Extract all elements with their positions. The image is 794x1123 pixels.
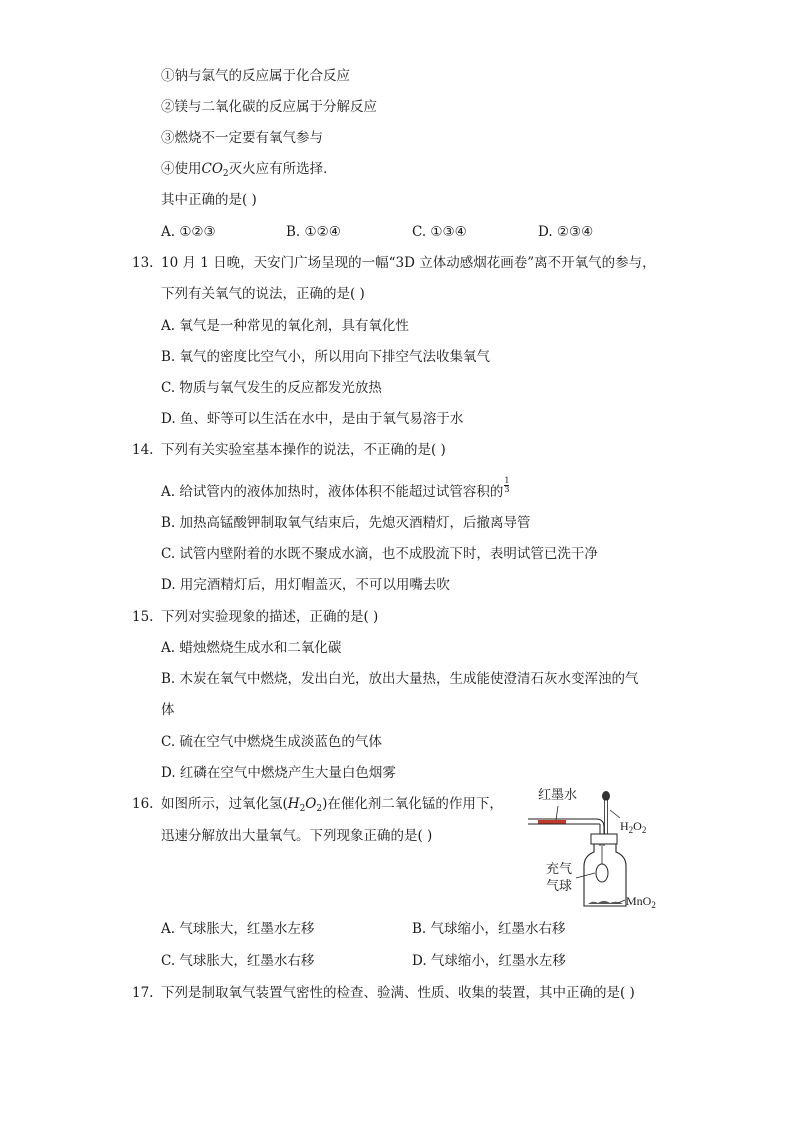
red-ink-slug bbox=[538, 820, 566, 824]
fraction-numerator: 1 bbox=[504, 476, 510, 485]
q12-item-4-post: 灭火应有所选择． bbox=[228, 161, 337, 177]
red-ink-label: 红墨水 bbox=[538, 788, 578, 803]
q16-option-d[interactable]: D. 气球缩小，红墨水左移 bbox=[412, 953, 566, 969]
h2o2-o: O bbox=[305, 796, 317, 812]
q13-option-c[interactable]: C. 物质与氧气发生的反应都发光放热 bbox=[161, 380, 382, 396]
h2o2-label-sub-1: 2 bbox=[628, 825, 634, 835]
mno2-label bbox=[626, 894, 656, 912]
h2o2-label-sub-2: 2 bbox=[641, 825, 647, 835]
q12-co2-formula: CO bbox=[201, 161, 223, 177]
q12-item-1: ①钠与氯气的反应属于化合反应 bbox=[161, 68, 350, 84]
stopper bbox=[591, 834, 617, 844]
h2o2-pointer bbox=[610, 810, 620, 818]
fraction-denominator: 3 bbox=[504, 485, 510, 494]
q16-stem-pre: 如图所示，过氧化氢( bbox=[161, 796, 288, 812]
mno2-label-sub: 2 bbox=[651, 900, 656, 910]
mno2-powder bbox=[588, 901, 623, 904]
h2o2-sub-1: 2 bbox=[299, 804, 306, 814]
mno2-pointer bbox=[618, 900, 625, 903]
q14-option-a[interactable] bbox=[161, 477, 509, 501]
q14-option-c[interactable]: C. 试管内壁附着的水既不聚成水滴，也不成股流下时，表明试管已洗干净 bbox=[161, 546, 598, 562]
balloon-label-2: 气球 bbox=[546, 879, 573, 894]
q13-option-b[interactable]: B. 氧气的密度比空气小，所以用向下排空气法收集氧气 bbox=[161, 349, 491, 365]
dropper-bulb bbox=[602, 791, 610, 801]
red-ink-pointer bbox=[556, 806, 558, 820]
q15-option-b-line-2[interactable]: 体 bbox=[161, 702, 175, 718]
q13-stem-line-1: 10 月 1 日晚，天安门广场呈现的一幅“3D 立体动感烟花画卷”离不开氧气的参与， bbox=[161, 255, 656, 271]
q12-item-4 bbox=[161, 160, 337, 183]
apparatus-figure bbox=[528, 786, 668, 910]
q12-option-d[interactable]: D. ②③④ bbox=[538, 224, 594, 240]
balloon bbox=[596, 864, 608, 882]
h2o2-label-o: O bbox=[633, 819, 642, 833]
q15-option-b-line-1[interactable]: B. 木炭在氧气中燃烧，发出白光，放出大量热，生成能使澄清石灰水变浑浊的气 bbox=[161, 671, 639, 687]
h2o2-h: H bbox=[287, 796, 300, 812]
q16-option-a[interactable]: A. 气球胀大，红墨水左移 bbox=[161, 921, 315, 937]
q14-option-b[interactable]: B. 加热高锰酸钾制取氧气结束后，先熄灭酒精灯，后撤离导管 bbox=[161, 515, 531, 531]
q15-option-a[interactable]: A. 蜡烛燃烧生成水和二氧化碳 bbox=[161, 640, 342, 656]
q15-option-c[interactable]: C. 硫在空气中燃烧生成淡蓝色的气体 bbox=[161, 734, 382, 750]
q13-option-d[interactable]: D. 鱼、虾等可以生活在水中，是由于氧气易溶于水 bbox=[161, 411, 464, 427]
q13-stem-line-2: 下列有关氧气的说法，正确的是( ) bbox=[161, 286, 365, 302]
q12-option-a[interactable]: A. ①②③ bbox=[161, 224, 216, 240]
q17-stem: 下列是制取氧气装置气密性的检查、验满、性质、收集的装置，其中正确的是( ) bbox=[161, 985, 635, 1001]
q12-item-3: ③燃烧不一定要有氧气参与 bbox=[161, 130, 323, 146]
h2o2-label bbox=[620, 819, 646, 837]
q16-option-c[interactable]: C. 气球胀大，红墨水右移 bbox=[161, 953, 315, 969]
q16-stem-post: )在催化剂二氧化锰的作用下， bbox=[322, 796, 503, 812]
q12-option-b[interactable]: B. ①②④ bbox=[286, 224, 341, 240]
q14-option-a-text: A. 给试管内的液体加热时，液体体积不能超过试管容积的 bbox=[161, 484, 504, 500]
q17-number: 17. bbox=[132, 985, 154, 1001]
mno2-label-main: MnO bbox=[626, 894, 652, 908]
q12-option-c[interactable]: C. ①③④ bbox=[412, 224, 467, 240]
q15-option-d[interactable]: D. 红磷在空气中燃烧产生大量白色烟雾 bbox=[161, 765, 396, 781]
balloon-label-1: 充气 bbox=[546, 862, 573, 877]
q16-stem-line-2: 迅速分解放出大量氧气。下列现象正确的是( ) bbox=[161, 828, 433, 844]
q16-option-b[interactable]: B. 气球缩小，红墨水右移 bbox=[412, 921, 566, 937]
q13-number: 13. bbox=[132, 255, 154, 271]
q14-number: 14. bbox=[132, 442, 154, 458]
q15-stem: 下列对实验现象的描述，正确的是( ) bbox=[161, 609, 379, 625]
q12-question: 其中正确的是( ) bbox=[161, 192, 257, 208]
q15-number: 15. bbox=[132, 609, 154, 625]
h2o2-sub-2: 2 bbox=[316, 804, 323, 814]
balloon-pointer bbox=[576, 873, 595, 878]
q16-stem-line-1 bbox=[161, 795, 503, 818]
q14-stem: 下列有关实验室基本操作的说法，不正确的是( ) bbox=[161, 442, 446, 458]
q12-co2-sub: 2 bbox=[222, 169, 229, 179]
h2o2-label-h: H bbox=[620, 819, 629, 833]
q16-number: 16. bbox=[132, 796, 154, 812]
one-third-fraction bbox=[504, 477, 509, 494]
q13-option-a[interactable]: A. 氧气是一种常见的氧化剂，具有氧化性 bbox=[161, 318, 409, 334]
q12-item-4-pre: ④使用 bbox=[161, 161, 202, 177]
q14-option-d[interactable]: D. 用完酒精灯后，用灯帽盖灭，不可以用嘴去吹 bbox=[161, 577, 450, 593]
q12-item-2: ②镁与二氧化碳的反应属于分解反应 bbox=[161, 99, 377, 115]
